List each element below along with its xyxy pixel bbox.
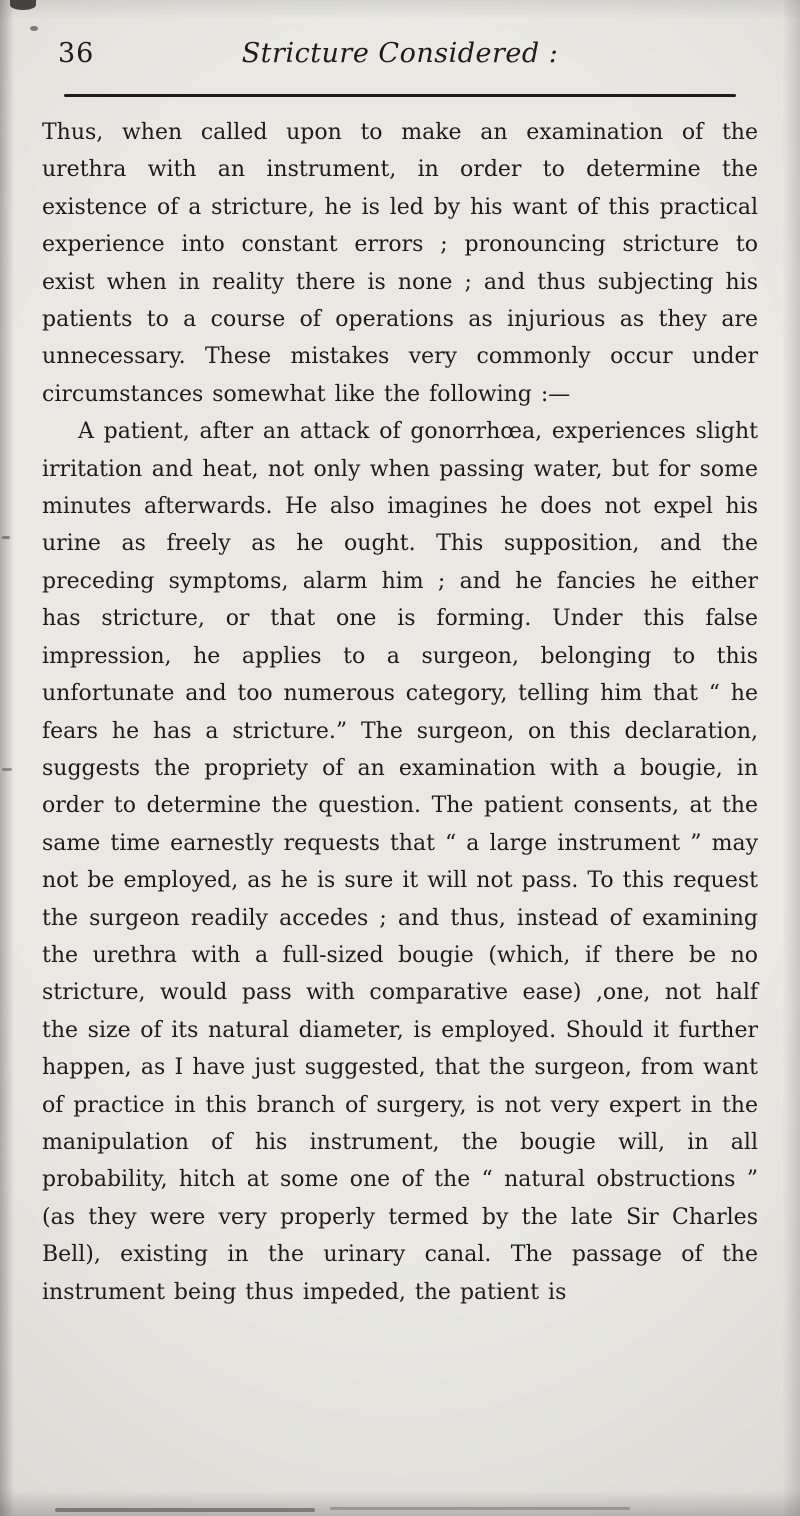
- paragraph-1: Thus, when called upon to make an examination of the urethra with an instrument, in order to determine the existence of a stricture, he is led by his want of this practical experience into constant errors ; pronouncing stricture to exist when in reality there is none ; and thus subjecting his patients to a course of operations as injurious as they are unnecessary. These mistakes very commonly occur under circumstances somewhat like the following :—: [42, 120, 758, 407]
- header-rule: [64, 94, 736, 97]
- page-header: [0, 0, 800, 96]
- page-number: 36: [58, 38, 95, 69]
- scan-artifact-left-mark: [2, 536, 10, 539]
- scan-artifact-bottom-edge: [55, 1508, 315, 1512]
- scan-artifact-bottom-edge-2: [330, 1507, 630, 1510]
- page-title: Stricture Considered :: [241, 38, 559, 69]
- scan-artifact-left-mark-2: [2, 768, 12, 771]
- paragraph-2: A patient, after an attack of gonorrhœa, experiences slight irritation and heat, not only when passing water, but for some minutes afterwards. He also imagines he does not expel his urine as freely as he ought. This supposition, and the preceding symptoms, alarm him ; and he fancies he either has stricture, or that one is forming. Under this false impression, he applies to a surgeon, belonging to this unfortunate and too numerous category, telling him that “ he fears he has a stricture.” The surgeon, on this declaration, suggests the propriety of an examination with a bougie, in order to determine the question. The patient consents, at the same time earnestly requests that “ a large instrument ” may not be employed, as he is sure it will not pass. To this request the surgeon readily accedes ; and thus, instead of examining the urethra with a full-sized bougie (which, if there be no stricture, would pass with comparative ease) ,one, not half the size of its natural diameter, is employed. Should it further happen, as I have just suggested, that the surgeon, from want of practice in this branch of surgery, is not very expert in the manipulation of his instrument, the bougie will, in all probability, hitch at some one of the “ natural obstructions ” (as they were very properly termed by the late Sir Charles Bell), existing in the urinary canal. The passage of the instrument being thus impeded, the patient is: [42, 419, 758, 1305]
- page-body: [42, 114, 758, 1311]
